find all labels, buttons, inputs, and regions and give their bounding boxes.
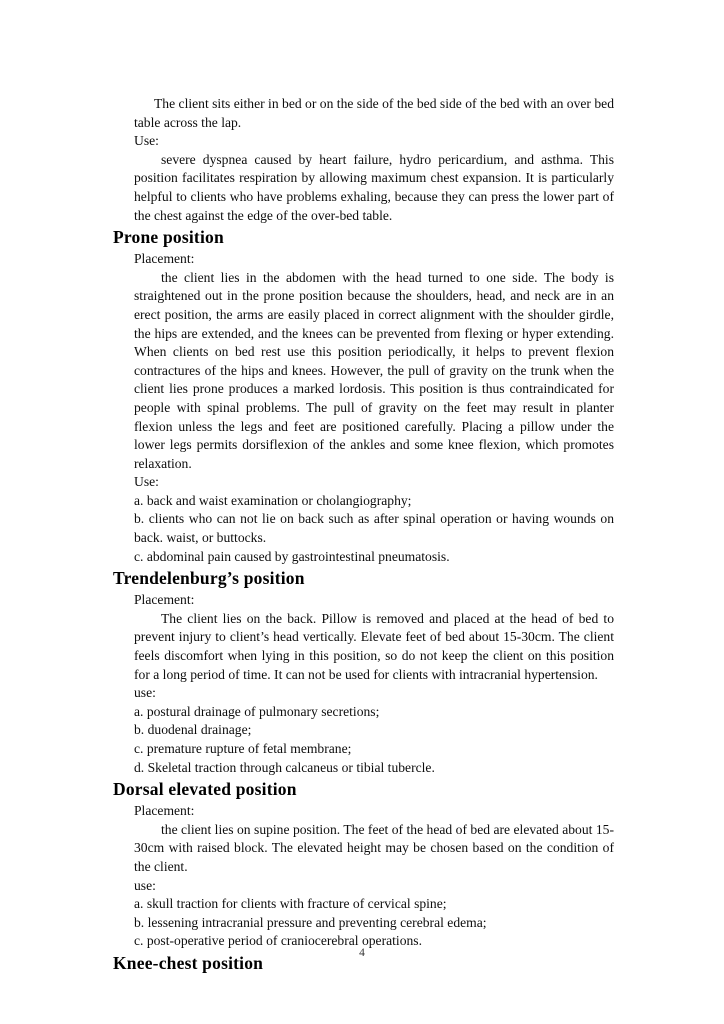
section-dorsal-elevated-position (134, 802, 614, 951)
intro-use-paragraph: severe dyspnea caused by heart failure, hydro pericardium, and asthma. This position facilitates respiration by allowing maximum chest expansion. It is particularly helpful to clients who have problems exhaling, because they can press the lower part of the chest against the edge of the over-bed table. (134, 151, 614, 223)
section-heading-trendelenburgs-position: Trendelenburg’s position (113, 568, 305, 589)
placement-label: Placement: (134, 592, 195, 608)
intro-section (134, 95, 614, 225)
placement-paragraph: the client lies in the abdomen with the head turned to one side. The body is straightened out in the prone position because the shoulders, head, and neck are in an erect position, the arms are easily placed in correct alignment with the shoulder girdle, the hips are extended, and the knees can be prevented from flexing or hyper extending. When clients on bed rest use this position periodically, it helps to prevent flexion contractures of the hips and knees. However, the pull of gravity on the trunk when the client lies prone produces a marked lordosis. This position is thus contraindicated for people with spinal problems. The pull of gravity on the feet may result in planter flexion unless the legs and feet are positioned carefully. Placing a pillow under the lower legs permits dorsiflexion of the ankles and some knee flexion, which promotes relaxation. (134, 269, 614, 471)
use-label: Use: (134, 474, 159, 490)
use-item-a: a. postural drainage of pulmonary secretions; (134, 703, 380, 719)
use-item-a: a. back and waist examination or cholangiography; (134, 492, 412, 508)
use-item-c: c. premature rupture of fetal membrane; (134, 741, 352, 756)
section-heading-prone-position: Prone position (113, 227, 224, 248)
placement-paragraph: the client lies on supine position. The feet of the head of bed are elevated about 15-30cm with raised block. The elevated height may be chosen based on the condition of the client. (134, 821, 614, 874)
use-item-c: c. post-operative period of craniocerebral operations. (134, 933, 422, 949)
placement-paragraph: The client lies on the back. Pillow is removed and placed at the head of bed to prevent injury to client’s head vertically. Elevate feet of bed about 15-30cm. The client feels discomfort when lying in this position, so do not keep the client on this position for a long period of time. It can not be used for clients with intracranial hypertension. (134, 610, 614, 682)
use-item-d: d. Skeletal traction through calcaneus or tibial tubercle. (134, 759, 435, 775)
placement-label: Placement: (134, 251, 195, 267)
use-item-b: b. lessening intracranial pressure and preventing cerebral edema; (134, 914, 487, 930)
intro-use-label: Use: (134, 133, 159, 149)
section-trendelenburgs-position (134, 591, 614, 777)
intro-paragraph: The client sits either in bed or on the side of the bed side of the bed with an over bed table across the lap. (134, 96, 614, 130)
placement-label: Placement: (134, 803, 195, 819)
section-heading-dorsal-elevated-position: Dorsal elevated position (113, 779, 297, 800)
use-label: use: (134, 685, 156, 701)
page-number: 4 (359, 947, 365, 959)
use-item-a: a. skull traction for clients with fracture of cervical spine; (134, 896, 447, 912)
document-content (113, 95, 614, 976)
section-heading-knee-chest-position: Knee-chest position (113, 952, 264, 973)
use-label: use: (134, 877, 156, 893)
use-item-b: b. duodenal drainage; (134, 722, 252, 738)
use-item-c: c. abdominal pain caused by gastrointestinal pneumatosis. (134, 548, 450, 564)
use-item-b: b. clients who can not lie on back such as after spinal operation or having wounds on back. waist, or buttocks. (134, 511, 614, 546)
section-prone-position (134, 250, 614, 566)
